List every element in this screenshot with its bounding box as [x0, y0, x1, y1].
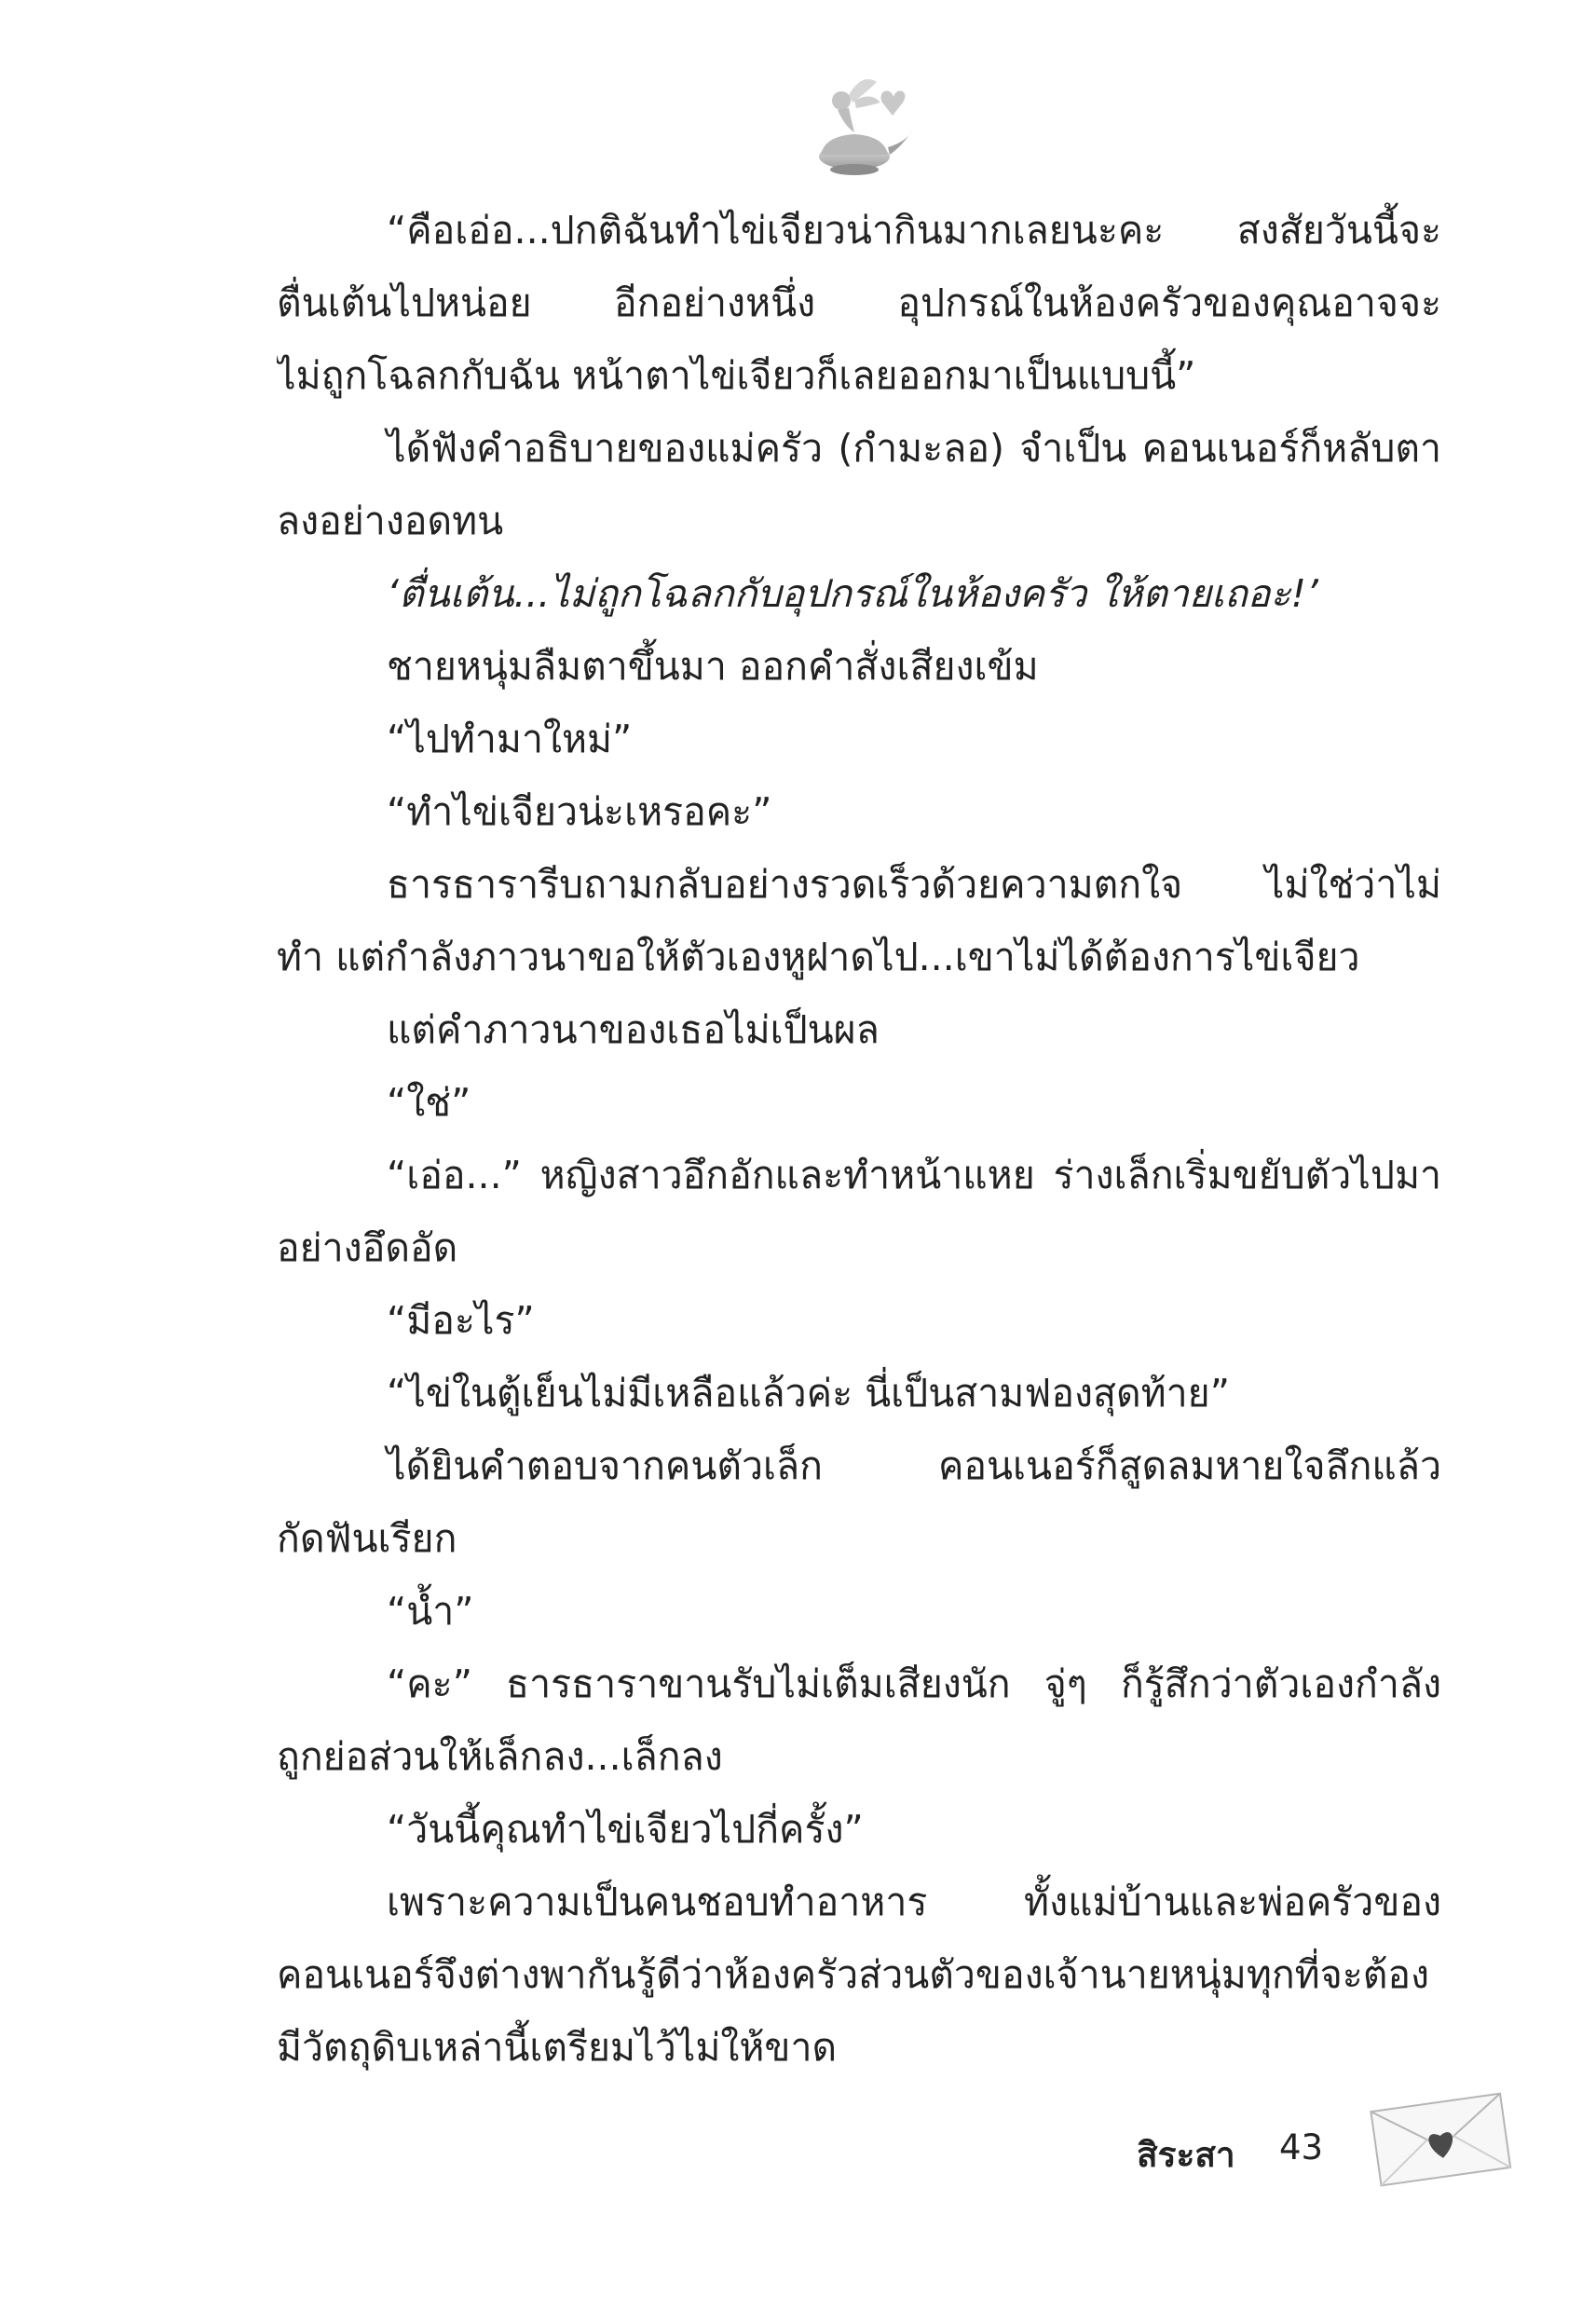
envelope-heart-icon [1362, 2085, 1519, 2190]
text-line: ชายหนุ่มลืมตาขึ้นมา ออกคำสั่งเสียงเข้ม [387, 644, 1039, 689]
text-line: “ไข่ในตู้เย็นไม่มีเหลือแล้วค่ะ นี่เป็นสามฟองสุดท้าย” [387, 1371, 1230, 1415]
text-line: ได้ยินคำตอบจากคนตัวเล็ก คอนเนอร์ก็สูดลมหายใจลึกแล้ว [387, 1443, 1441, 1488]
text-line: ลงอย่างอดทน [277, 499, 504, 543]
text-line: กัดฟันเรียก [277, 1516, 457, 1561]
text-line: ไม่ถูกโฉลกกับฉัน หน้าตาไข่เจียวก็เลยออกมาเป็นแบบนี้” [277, 353, 1196, 398]
page-number: 43 [1279, 2127, 1324, 2167]
text-line: “คะ” ธารธาราขานรับไม่เต็มเสียงนัก จู่ๆ ก็รู้สึกว่าตัวเองกำลัง [387, 1661, 1441, 1706]
text-line: ธารธารารีบถามกลับอย่างรวดเร็วด้วยความตกใจ ไม่ใช่ว่าไม่ [387, 862, 1441, 907]
text-line: อย่างอึดอัด [277, 1225, 458, 1270]
footer-book-title: สิระสา [1137, 2135, 1235, 2175]
text-line: “น้ำ” [387, 1589, 474, 1634]
text-line: ถูกย่อส่วนให้เล็กลง...เล็กลง [277, 1734, 723, 1779]
teapot-cupid-ornament-icon [797, 65, 918, 186]
text-line: “วันนี้คุณทำไข่เจียวไปกี่ครั้ง” [387, 1807, 864, 1852]
text-line: “เอ่อ...” หญิงสาวอึกอักและทำหน้าแหย ร่างเล็กเริ่มขยับตัวไปมา [387, 1153, 1441, 1197]
text-line: แต่คำภาวนาของเธอไม่เป็นผล [387, 1007, 880, 1052]
text-line: ตื่นเต้นไปหน่อย อีกอย่างหนึ่ง อุปกรณ์ในห้องครัวของคุณอาจจะ [277, 280, 1441, 325]
text-line: มีวัตถุดิบเหล่านี้เตรียมไว้ไม่ให้ขาด [277, 2025, 838, 2070]
text-line: เพราะความเป็นคนชอบทำอาหาร ทั้งแม่บ้านและพ่อครัวของ [387, 1880, 1441, 1924]
text-line: คอนเนอร์จึงต่างพากันรู้ดีว่าห้องครัวส่วนตัวของเจ้านายหนุ่มทุกที่จะต้อง [277, 1952, 1430, 1997]
body-text [277, 194, 1441, 2084]
text-line: ทำ แต่กำลังภาวนาขอให้ตัวเองหูฝาดไป...เขาไม่ได้ต้องการไข่เจียว [277, 935, 1360, 979]
text-line: “มีอะไร” [387, 1298, 535, 1343]
text-line: ‘ตื่นเต้น...ไม่ถูกโฉลกกับอุปกรณ์ในห้องครัว ให้ตายเถอะ!’ [387, 571, 1318, 616]
text-line: “ทำไข่เจียวน่ะเหรอคะ” [387, 789, 772, 834]
text-line: ได้ฟังคำอธิบายของแม่ครัว (กำมะลอ) จำเป็น คอนเนอร์ก็หลับตา [387, 426, 1441, 471]
text-line: “ใช่” [387, 1080, 471, 1125]
text-line: “คือเอ่อ...ปกติฉันทำไข่เจียวน่ากินมากเลยนะคะ สงสัยวันนี้จะ [387, 208, 1441, 253]
text-line: “ไปทำมาใหม่” [387, 717, 633, 761]
